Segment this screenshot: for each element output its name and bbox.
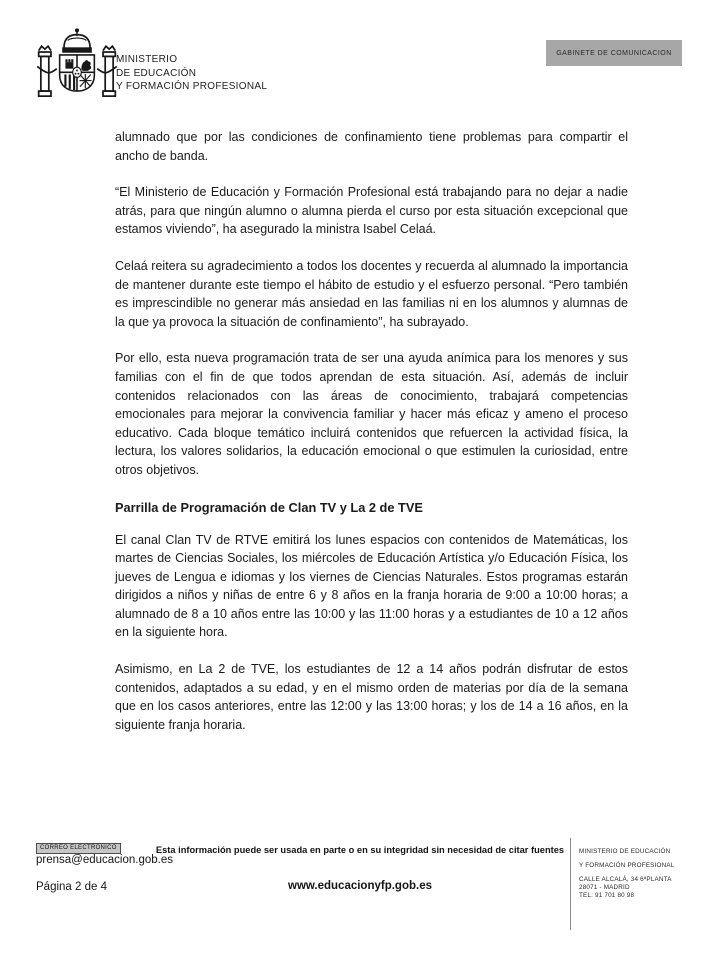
reuse-notice: Esta información puede ser usada en parte o en su integridad sin necesidad de citar fuentes [155, 845, 565, 855]
address-line: Y FORMACIÓN PROFESIONAL [579, 862, 675, 869]
ministry-address-block [579, 848, 697, 900]
paragraph-minister-quote: “El Ministerio de Educación y Formación Profesional está trabajando para no dejar a nadie atrás, para que ningún alumno o alumna pierda el curso por esta situación excepcional que estamos viviendo”, ha asegurado la ministra Isabel Celaá. [115, 185, 628, 237]
press-release-body [115, 128, 628, 752]
address-line: 28071 - MADRID [579, 884, 630, 891]
communication-office-badge: GABINETE DE COMUNICACION [546, 40, 682, 66]
ministry-website: www.educacionyfp.gob.es [288, 880, 432, 892]
page-indicator: Página 2 de 4 [36, 881, 107, 893]
paragraph-gratitude: Celaá reitera su agradecimiento a todos los docentes y recuerda al alumnado la importancia de mantener durante este tiempo el hábito de estudio y el esfuerzo personal. “Pero también es imprescindible no generar más ansiedad en las familias ni en los alumnos y alumnas de la que ya provoca la situación de confinamiento”, ha subrayado. [115, 258, 628, 329]
paragraph-clan-tv: El canal Clan TV de RTVE emitirá los lunes espacios con contenidos de Matemáticas, los martes de Ciencias Sociales, los miércoles de Educación Artística y/o Educación Física, los jueves de Lengua e idiomas y los viernes de Ciencias Naturales. Estos programas estarán dirigidos a niños y niñas de entre 6 y 8 años en la franja horaria de 9:00 a 10:00 horas; a alumnado de 8 a 10 años entre las 10:00 y las 11:00 horas y a estudiantes de 10 a 12 años en la siguiente hora. [115, 532, 628, 640]
footer-center [150, 845, 570, 892]
paragraph-bandwidth: alumnado que por las condiciones de confinamiento tiene problemas para compartir el ancho de banda. [115, 130, 628, 163]
address-line: CALLE ALCALÁ, 34 6ªPLANTA [579, 876, 672, 883]
press-email: prensa@educacion.gob.es [36, 854, 173, 866]
ministry-name [116, 53, 267, 94]
address-line: TEL: 91 701 80 98 [579, 892, 635, 899]
ministry-line-1: MINISTERIO [116, 54, 178, 65]
paragraph-la2-tve: Asimismo, en La 2 de TVE, los estudiantes de 12 a 14 años podrán disfrutar de estos contenidos, adaptados a su edad, y en el mismo orden de materias por día de la semana que en los casos anteriores, entre las 12:00 y las 13:00 horas; y los de 14 a 16 años, en la siguiente franja horaria. [115, 662, 628, 732]
footer-divider [570, 838, 571, 930]
ministry-line-3: Y FORMACIÓN PROFESIONAL [116, 81, 268, 92]
address-line: MINISTERIO DE EDUCACIÓN [579, 848, 671, 855]
paragraph-program-goals: Por ello, esta nueva programación trata de ser una ayuda anímica para los menores y sus familias con el fin de que todos aprendan de esta situación. Así, además de incluir contenidos relacionados con las áreas de conocimiento, trabajará competencias emocionales para mejorar la convivencia familiar y hacer más eficaz y ameno el proceso educativo. Cada bloque temático incluirá contenidos que refuercen la actividad física, la lectura, los valores solidarios, la educación emocional o que estimulen la curiosidad, entre otros objetivos. [115, 351, 628, 477]
ministry-line-2: DE EDUCACIÓN [116, 67, 197, 79]
section-heading-programacion: Parrilla de Programación de Clan TV y La 2 de TVE [115, 499, 423, 515]
spain-coat-of-arms-icon [32, 26, 122, 120]
email-label-badge: CORREO ELECTRÓNICO [36, 843, 121, 854]
